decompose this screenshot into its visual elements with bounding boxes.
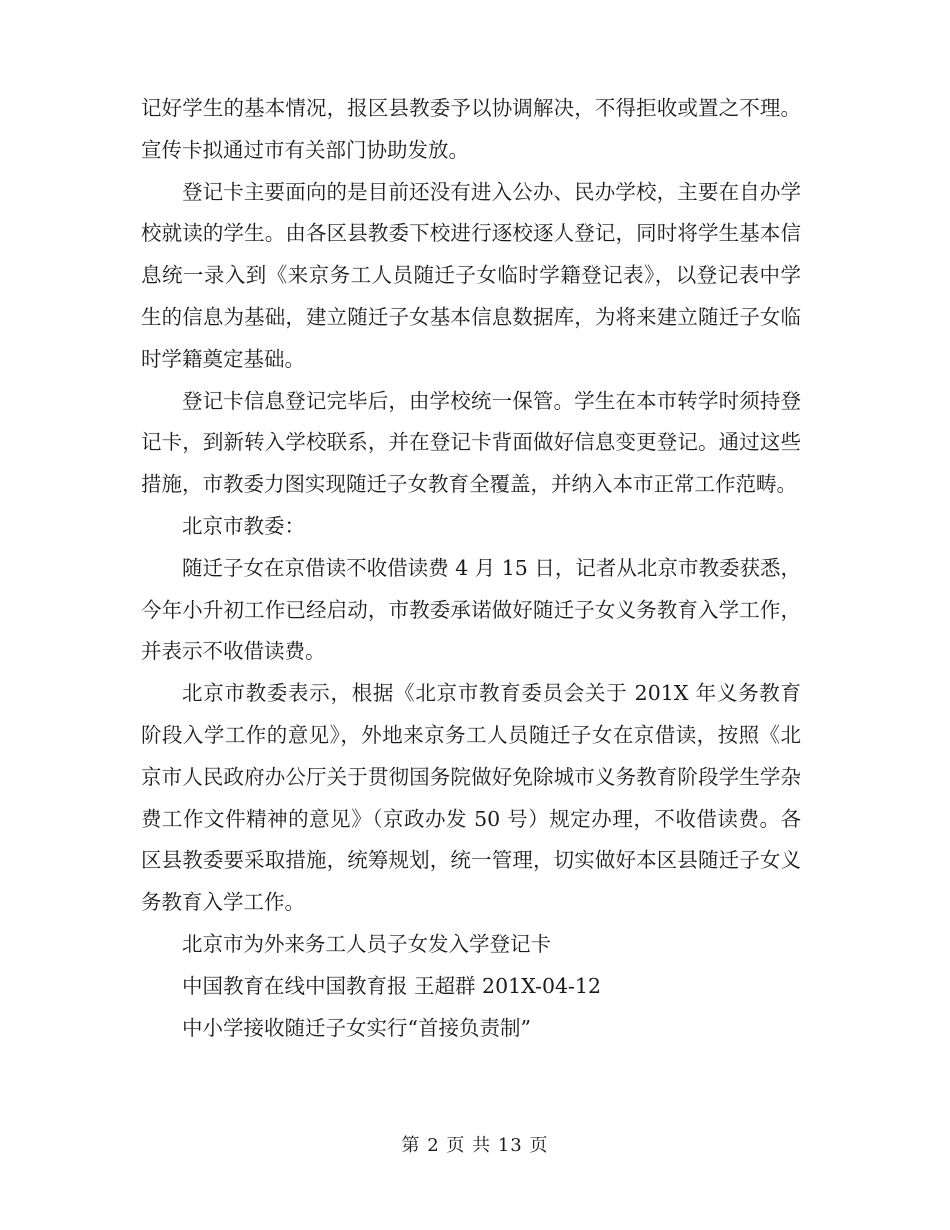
paragraph-registration-card: 登记卡主要面向的是目前还没有进入公办、民办学校，主要在自办学校就读的学生。由各区县教委下校进行逐校逐人登记，同时将学生基本信息统一录入到《来京务工人员随迁子女临时学籍登记表》，以登记表中学生的信息为基础，建立随迁子女基本信息数据库，为将来建立随迁子女临时学籍奠定基础。 <box>141 179 801 371</box>
paragraph-continuation: 记好学生的基本情况，报区县教委予以协调解决，不得拒收或置之不理。宣传卡拟通过市有关部门协助发放。 <box>141 96 801 162</box>
paragraph-card-custody: 登记卡信息登记完毕后，由学校统一保管。学生在本市转学时须持登记卡，到新转入学校联系，并在登记卡背面做好信息变更登记。通过这些措施，市教委力图实现随迁子女教育全覆盖，并纳入本市正常工作范畴。 <box>141 388 801 497</box>
page-footer: 第 2 页 共 13 页 <box>401 1135 549 1156</box>
paragraph-no-fee: 随迁子女在京借读不收借读费 4 月 15 日，记者从北京市教委获悉，今年小升初工作已经启动，市教委承诺做好随迁子女义务教育入学工作，并表示不收借读费。 <box>141 555 801 664</box>
headline-first-contact: 中小学接收随迁子女实行“首接负责制” <box>182 1015 531 1040</box>
paragraph-beijing-education-commission: 北京市教委： <box>182 513 305 538</box>
headline-registration-card: 北京市为外来务工人员子女发入学登记卡 <box>182 931 551 956</box>
document-body <box>141 88 801 1049</box>
source-byline: 中国教育在线中国教育报 王超群 201X-04-12 <box>182 973 602 998</box>
paragraph-policy: 北京市教委表示，根据《北京市教育委员会关于 201X 年义务教育阶段入学工作的意见》，外地来京务工人员随迁子女在京借读，按照《北京市人民政府办公厅关于贯彻国务院做好免除城市义务教育阶段学生学杂费工作文件精神的意见》（京政办发 50 号）规定办理，不收借读费。各区县教委要采取措施，统筹规划，统一管理，切实做好本区县随迁子女义务教育入学工作。 <box>141 681 801 915</box>
